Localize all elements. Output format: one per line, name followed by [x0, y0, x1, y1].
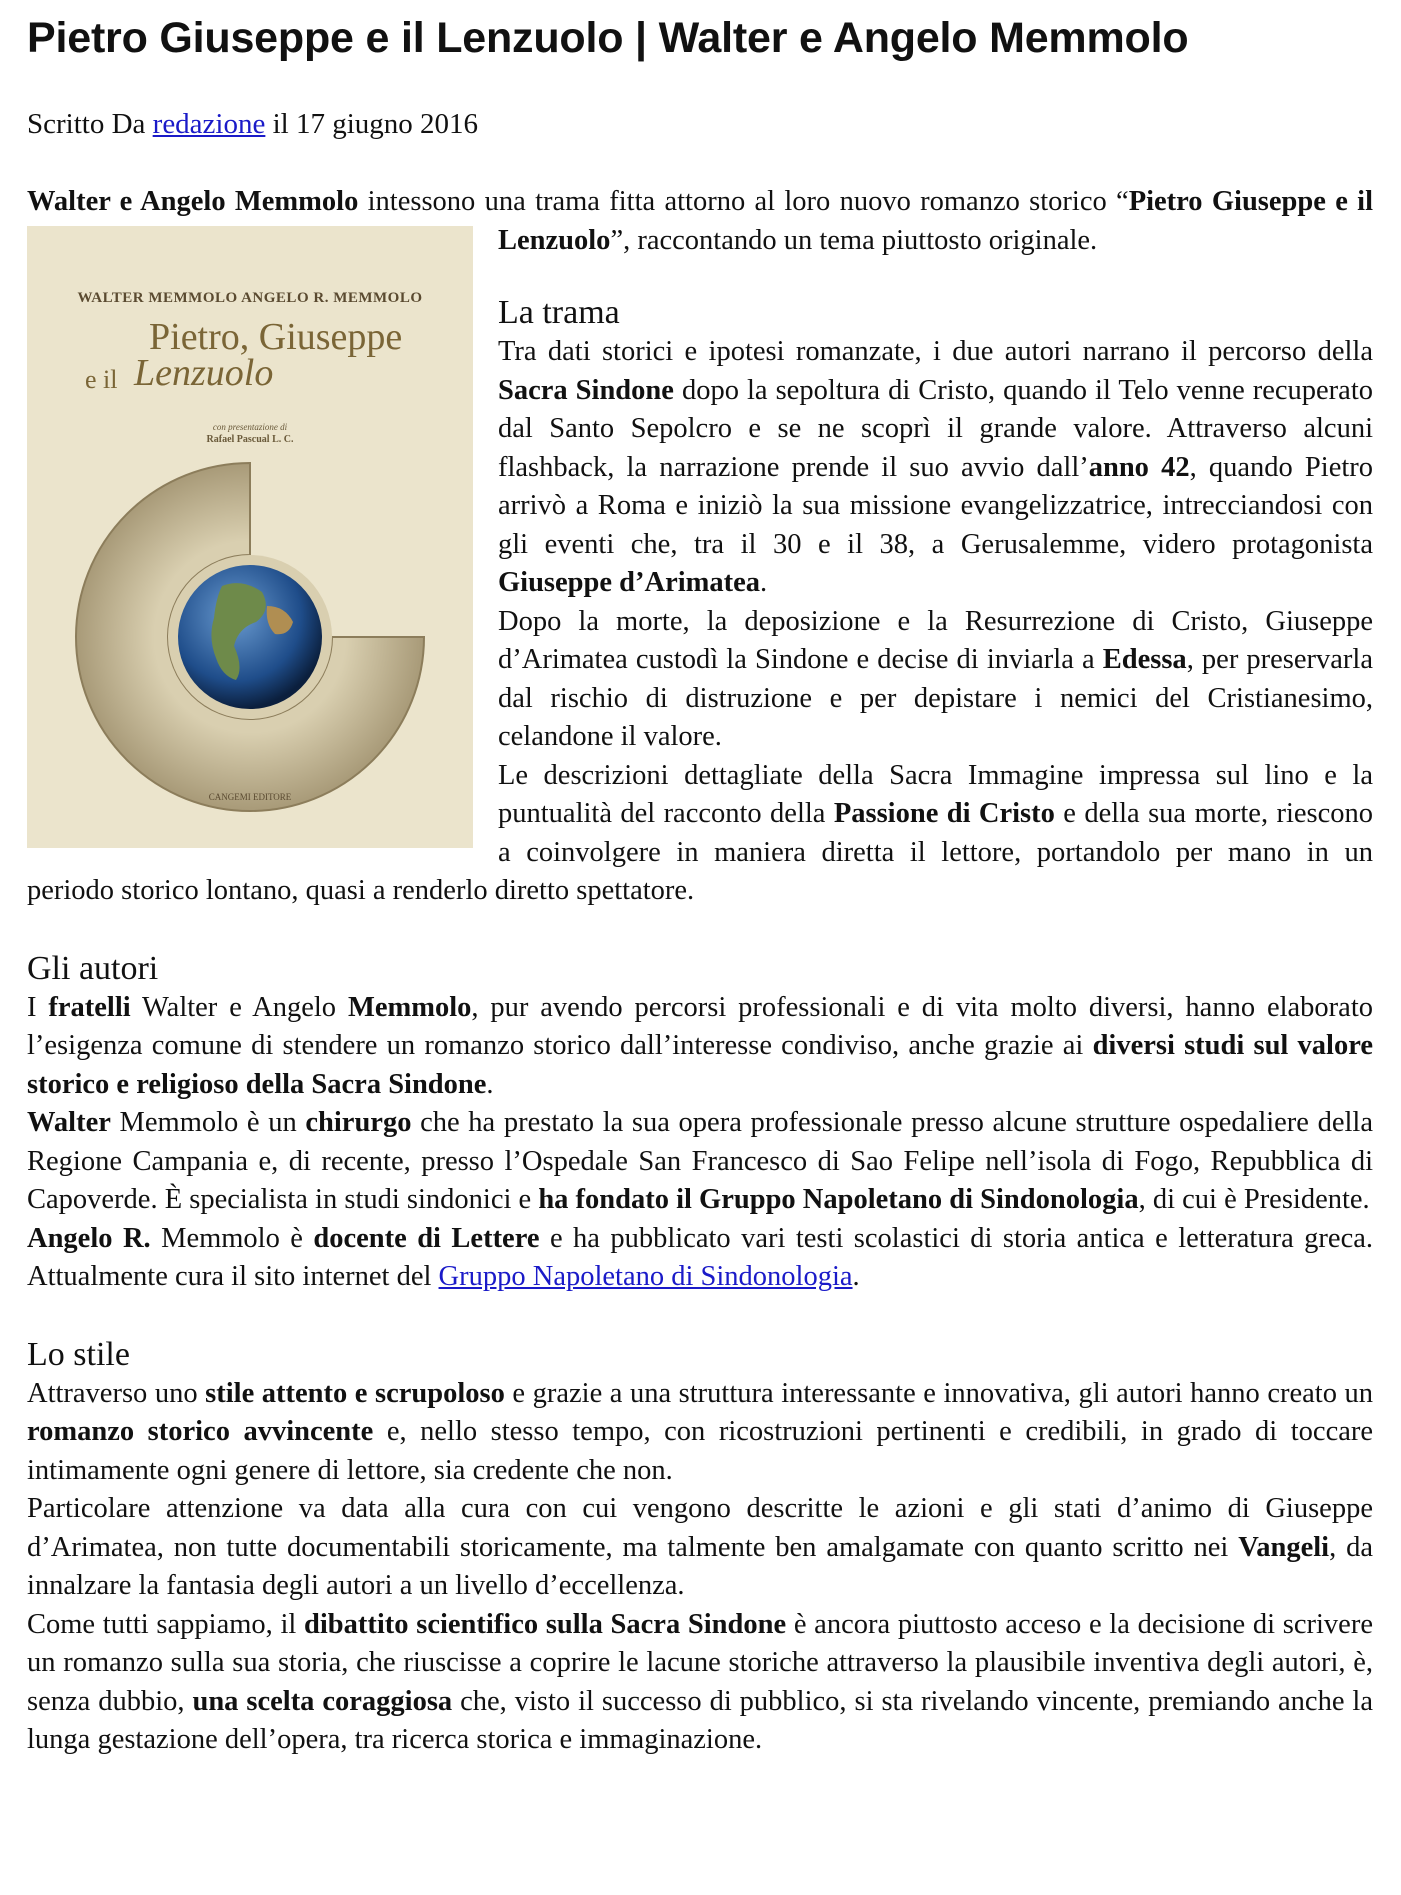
book-cover-image	[27, 226, 473, 848]
page-title: Pietro Giuseppe e il Lenzuolo | Walter e Angelo Memmolo	[27, 14, 1189, 62]
autori-paragraph-1: I fratelli Walter e Angelo Memmolo, pur avendo percorsi professionali e di vita molto diversi, hanno elaborato l’esigenza comune di stendere un romanzo storico dall’interesse condiviso, anche grazie ai diversi studi sul valore storico e religioso della Sacra Sindone.	[27, 991, 1374, 1100]
autori-paragraph-2: Walter Memmolo è un chirurgo che ha prestato la sua opera professionale presso alcune strutture ospedaliere della Regione Campania e, di recente, presso l’Ospedale San Francesco di Sao Felipe nell’isola di Fogo, Repubblica di Capoverde. È specialista in studi sindonici e ha fondato il Gruppo Napoletano di Sindonologia, di cui è Presidente.	[27, 1107, 1373, 1215]
cover-authors: WALTER MEMMOLO ANGELO R. MEMMOLO	[77, 289, 423, 306]
stile-paragraph-3: Come tutti sappiamo, il dibattito scientifico sulla Sacra Sindone è ancora piuttosto acceso e la decisione di scrivere un romanzo sulla sua storia, che riuscisse a coprire le lacune storiche attraverso la plausibile inventiva degli autori, è, senza dubbio, una scelta coraggiosa che, visto il successo di pubblico, si sta rivelando vincente, premiando anche la lunga gestazione dell’opera, tra ricerca storica e immaginazione.	[27, 1608, 1373, 1755]
byline-date: il 17 giugno 2016	[272, 108, 479, 140]
trama-paragraph-2: Dopo la morte, la deposizione e la Resurrezione di Cristo, Giuseppe d’Arimatea custodì la Sindone e decise di inviarla a Edessa, per preservarla dal rischio di distruzione e per depistare i nemici del Cristianesimo, celandone il valore.	[498, 605, 1373, 752]
cover-presentation-name: Rafael Pascual L. C.	[206, 433, 294, 445]
cover-title-line2: Lenzuolo	[134, 351, 274, 394]
byline-prefix: Scritto Da	[27, 108, 146, 140]
heading-autori: Gli autori	[27, 949, 159, 987]
stile-paragraph-2: Particolare attenzione va data alla cura con cui vengono descritte le azioni e gli stati d’animo di Giuseppe d’Arimatea, non tutte documentabili storicamente, ma talmente ben amalgamate con quanto scritto nei Vangeli, da innalzare la fantasia degli autori a un livello d’eccellenza.	[27, 1493, 1373, 1601]
autori-paragraph-3: Angelo R. Memmolo è docente di Lettere e ha pubblicato vari testi scolastici di storia antica e letteratura greca. Attualmente cura il sito internet del Gruppo Napoletano di Sindonologia.	[27, 1222, 1373, 1292]
cover-title-line1: Pietro, Giuseppe	[149, 315, 403, 358]
cover-presentation-label: con presentazione di	[212, 421, 288, 432]
gruppo-sindonologia-link[interactable]: Gruppo Napoletano di Sindonologia	[438, 1261, 853, 1292]
article-body	[27, 183, 1373, 1760]
cover-title-prefix: e il	[85, 364, 118, 394]
heading-stile: Lo stile	[27, 1335, 130, 1373]
authors-bold: Walter e Angelo Memmolo	[27, 186, 359, 217]
trama-paragraph-1: Tra dati storici e ipotesi romanzate, i due autori narrano il percorso della Sacra Sindone dopo la sepoltura di Cristo, quando il Telo venne recuperato dal Santo Sepolcro e se ne scoprì il grande valore. Attraverso alcuni flashback, la narrazione prende il suo avvio dall’anno 42, quando Pietro arrivò a Roma e iniziò la sua missione evangelizzatrice, intrecciandosi con gli eventi che, tra il 30 e il 38, a Gerusalemme, videro protagonista Giuseppe d’Arimatea.	[498, 336, 1374, 598]
heading-trama: La trama	[498, 294, 620, 331]
byline	[27, 108, 478, 141]
author-link[interactable]: redazione	[152, 108, 266, 140]
cover-publisher: CANGEMI EDITORE	[208, 791, 292, 802]
book-title-bold: Pietro Giuseppe e il Lenzuolo	[498, 186, 1373, 256]
intro-paragraph: Walter e Angelo Memmolo intessono una trama fitta attorno al loro nuovo romanzo storico “ WALTER MEMMOLO ANGELO R. MEMMOLO Pietro, Giuseppe e il Lenzuolo con presentazione di Rafael Pascual L. C. CANGEMI EDITORE Pietro Giuseppe e il Lenzuolo”, raccontando un tema piuttosto originale.	[27, 183, 1373, 260]
trama-paragraph-3: Le descrizioni dettagliate della Sacra Immagine impressa sul lino e la puntualità del racconto della Passione di Cristo e della sua morte, riescono a coinvolgere in maniera diretta il lettore, portandolo per mano in un periodo storico lontano, quasi a renderlo diretto spettatore.	[27, 759, 1373, 906]
stile-paragraph-1: Attraverso uno stile attento e scrupoloso e grazie a una struttura interessante e innovativa, gli autori hanno creato un romanzo storico avvincente e, nello stesso tempo, con ricostruzioni pertinenti e credibili, in grado di toccare intimamente ogni genere di lettore, sia credente che non.	[27, 1377, 1374, 1486]
